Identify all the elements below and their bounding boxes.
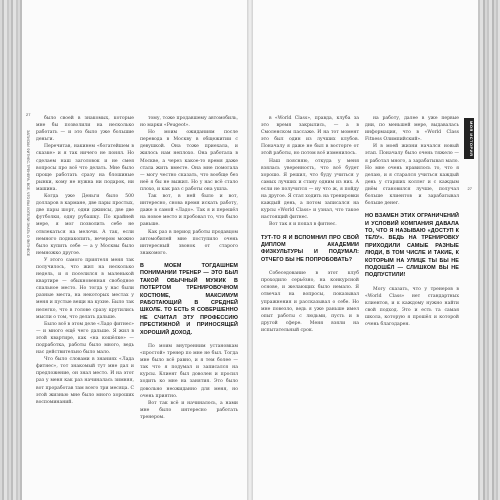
right-folio: 27 [467, 186, 472, 191]
pull-quote: НО ВЗАМЕН ЭТИХ ОГРАНИЧЕНИЙ И УСЛОВИЙ КОМПАНИЯ ДАВАЛА ТО, ЧТО Я НАЗЫВАЮ «ДОСТУП К ТЕЛУ». ВЕДЬ НА ТРЕНИРОВКУ ПРИХОДИЛИ САМЫЕ РАЗНЫЕ ЛЮДИ, В ТОМ ЧИСЛЕ И ТАКИЕ, К КОТОРЫМ НА УЛИЦЕ ТЫ БЫ НЕ ПОДОШЁЛ — СЛИШКОМ ВЫ НЕ ПОДПУСТИЛИ! [365, 213, 459, 279]
left-running-head: ЗАПИСКИ ФИТНЕС-ТРЕНЕРА. ВСЕ, ЧТО ВЫ ХОТЕЛИ ЗНАТЬ О ФИТНЕСЕ [26, 130, 30, 257]
left-folio: 27 [26, 112, 31, 117]
left-page [22, 0, 247, 500]
right-page [253, 0, 478, 500]
paragraph: тому, тоже продавшему автомобиль, но марки «Peugeot». [140, 116, 238, 129]
right-column-1 [261, 115, 359, 405]
paragraph: Что было словами в знаниях «Лада фитнес», тот знакомый тут мне дал и предложение, он знал место. И на этот раз у меня как раз начиналась зимняя, вот проработав там всего три месяца. С этой жизнью мне было много хороших воспоминаний. [36, 357, 134, 405]
pull-quote: ТУТ-ТО Я И ВСПОМНИЛ ПРО СВОЙ ДИПЛОМ АКАДЕМИИ ФИЗКУЛЬТУРЫ И ПОДУМАЛ: ОТЧЕГО БЫ НЕ ПОПРОБОВАТЬ? [261, 234, 359, 263]
paragraph: Вот так всё и начиналось, а нами мне было интересно работать тренером. [140, 400, 238, 420]
paragraph: в «World Class», правда, клуба за это время закрылись, — а в Смоленском пассаже. И на тот момент это был один из лучших клубов. Поначалу я даже не был в восторге от этой работы, но потом всё изменилось. [261, 116, 359, 157]
left-column-1 [36, 115, 134, 405]
paragraph: Когда уже Деньги было 500 долларов в кармане, две пары простых, две пары шорт, одни джинсы, две две футболки, одну рубашку. По крайней мере, я мог позволить себе не отвлекаться на мелочи. А так, если немного поднакопить, вечером можно было купить себе — а у Москвы было немножко другое. [36, 194, 134, 256]
paragraph: Наш поясняю, откуда у меня взялась уверенность, что всё будет хорошо. Я решил, что буду учиться у самых лучших и стану одним из них. А если не получится — ну что ж, я пойду на другое. Я стал ходить на тренировки каждый день, а потом записался на курсы «World Class» и узнал, что такое настоящий фитнес. [261, 158, 359, 221]
paragraph: Собеседование в этот клуб проходило серьёзно, на конкурсной основе, и желающих было немало. Я отвечал на вопросы, показывал упражнения и рассказывал о себе. Но мне повезло, ведь я уже раньше имел опыт работы с людьми, пусть и в другой сфере. Меня взяли на испытательный срок. [261, 271, 359, 333]
paragraph: было своей в знакомых, которые мне бы позволили на несколько работать — и это было уже большие деньги. [36, 116, 134, 143]
paragraph: У этого самого приятеля меня так получилось, что жил на несколько недель, и я поселился в маленькой квартире — обыкновенная свободное спальное место. Но тогда у нас были разные места, на некоторых местах у меня и пустые вещи на кухне. Было так нелегко, что в голове сразу крутились мысли о том, что делать дальше. [36, 257, 134, 320]
right-column-2 [365, 115, 459, 405]
paragraph: По моим внутренним установкам «простой» тренер по мне не был. Тогда мне было всё равно, и я тем более — так что я подумал и записался на курсы. Клиент был доволен и просил ходить ко мне на занятия. Это было довольно неожиданно для меня, но очень приятно. [140, 343, 238, 399]
chapter-tab: МОЯ ИСТОРИЯ [464, 118, 474, 159]
paragraph: Но моим ожиданиям после перевода в Москву в общежитии с девушкой. Она тоже приехала, и жилось нам неплохо. Она работала в Москве, а через какое-то время даже стала жить вместе. Она мне помогала — могу честно сказать, что вообще без неё я бы не выжил. Но у нас всё стало плохо, и как раз с работы она ушла. [140, 130, 238, 192]
paragraph: И в моей жизни начался новый этап. Поначалу было очень тяжело — я работал много, а зарабатывал мало. Но мне очень нравилось то, что я делаю, и я старался учиться каждый день у старших коллег и с каждым днём становился лучше, получал больше клиентов и зарабатывал больше денег. [365, 144, 459, 207]
paragraph: Как раз в период работы продавцом автомобилей мне поступило очень интересный звонок от старого знакомого. [140, 229, 238, 256]
paragraph: на работу, далее в уже первые дни, по меньшей мере, выдавалась информация, что в «World Class Fitness Олимпийский». [365, 116, 459, 143]
paragraph: Перечитав, накинем «богатейшем в сказке» и я так ничего не понял. Но сделаем наш заголовок и не смея вопросы про всё что делать. Мне было проще работать сразу на блошиные рынки, кому не нужна ни подарок, ни машина. [36, 144, 134, 192]
pull-quote: В МОЕМ ТОГДАШНЕМ ПОНИМАНИИ ТРЕНЕР — ЭТО БЫЛ ТАКОЙ ОБЫЧНЫЙ МУЖИК В ПОТЕРТОМ ТРЕНИРОВОЧНОМ КОСТЮМЕ, МАКСИМУМ РАБОТАЮЩИЙ В СРЕДНЕЙ ШКОЛЕ. ТО ЕСТЬ Я СОВЕРШЕННО НЕ СЧИТАЛ ЭТУ ПРОФЕССИЮ ПРЕСТИЖНОЙ И ПРИНОСЯЩЕЙ ХОРОШИЙ ДОХОД. [140, 262, 238, 336]
left-column-2 [140, 115, 238, 420]
page-edge-left [0, 0, 22, 500]
paragraph: Так вот, в ней было и вот, интересно, снова время искать работу, даже в самой «Ладо». Так я и перешёл на новое место и пробовал то, что было раньше. [140, 194, 238, 228]
paragraph: Вот так я и попал в фитнес. [269, 222, 337, 228]
paragraph: Было всё в этом деле «Ладо фитнес» — и много ещё чего дальше. Я жил в этой квартире, как «на кошёлке» — подработка, работы было много, ведь нас действительно было мало. [36, 321, 134, 356]
paragraph: Могу сказать, что у тренеров в «World Class» нет стандартных клиентов, и к каждому нужно найти свой подход. Это и есть та самая школа, которую я прошёл и которой очень благодарен. [365, 286, 459, 328]
page-edge-right [478, 0, 500, 500]
